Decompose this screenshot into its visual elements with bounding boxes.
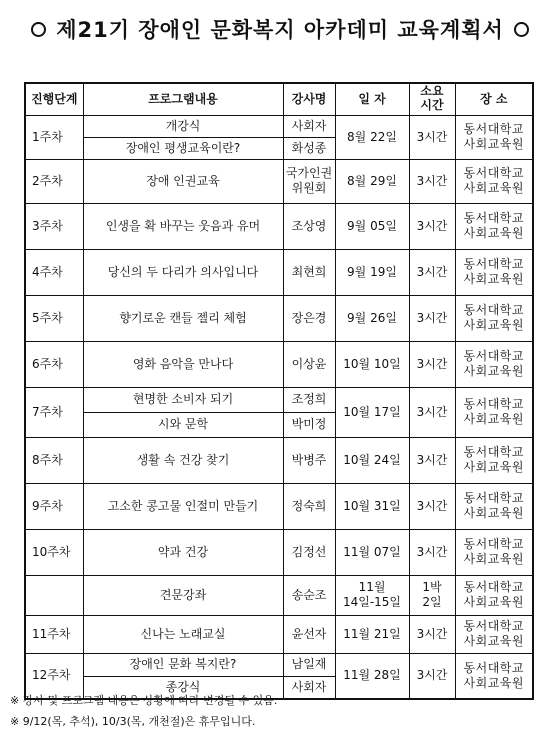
date-cell: 11월 07일 (335, 529, 409, 575)
place-line-2: 사회교육원 (463, 137, 524, 151)
lecturer-cell: 화성종 (283, 137, 335, 159)
place-line-2: 사회교육원 (463, 506, 524, 520)
place-cell (455, 387, 533, 437)
place-line-1: 동서대학교 (463, 303, 524, 317)
program-cell: 장애 인권교육 (83, 159, 283, 203)
table-header-row (25, 83, 533, 115)
program-cell: 고소한 콩고물 인절미 만들기 (83, 483, 283, 529)
place-cell (455, 653, 533, 699)
date-cell: 8월 22일 (335, 115, 409, 159)
program-cell: 현명한 소비자 되기 (83, 387, 283, 412)
lecturer-cell: 조상영 (283, 203, 335, 249)
table-row (25, 115, 533, 137)
table-row (25, 341, 533, 387)
duration-cell: 3시간 (409, 437, 455, 483)
table-row (25, 295, 533, 341)
lecturer-cell: 이상윤 (283, 341, 335, 387)
stage-cell: 2주차 (25, 159, 83, 203)
circle-bullet-icon (31, 22, 46, 37)
place-cell (455, 295, 533, 341)
place-line-1: 동서대학교 (463, 580, 524, 594)
date-cell: 11월 21일 (335, 615, 409, 653)
place-line-1: 동서대학교 (463, 491, 524, 505)
duration-cell: 1박 2일 (409, 575, 455, 615)
lecturer-cell: 박병주 (283, 437, 335, 483)
duration-cell: 3시간 (409, 203, 455, 249)
stage-cell: 9주차 (25, 483, 83, 529)
place-cell (455, 341, 533, 387)
header-stage: 진행단계 (25, 83, 83, 115)
place-line-2: 사회교육원 (463, 318, 524, 332)
table-row (25, 529, 533, 575)
program-cell: 장애인 평생교육이란? (83, 137, 283, 159)
place-cell (455, 249, 533, 295)
program-cell: 향기로운 캔들 젤리 체험 (83, 295, 283, 341)
date-cell: 10월 17일 (335, 387, 409, 437)
lecturer-cell: 사회자 (283, 676, 335, 699)
place-line-1: 동서대학교 (463, 166, 524, 180)
duration-cell: 3시간 (409, 387, 455, 437)
lecturer-cell: 국가인권 위원회 (283, 159, 335, 203)
document-title (0, 14, 560, 44)
header-date: 일 자 (335, 83, 409, 115)
place-cell (455, 483, 533, 529)
place-cell (455, 529, 533, 575)
date-cell: 9월 26일 (335, 295, 409, 341)
date-cell: 10월 10일 (335, 341, 409, 387)
stage-cell: 10주차 (25, 529, 83, 575)
duration-cell: 3시간 (409, 653, 455, 699)
stage-cell: 5주차 (25, 295, 83, 341)
duration-cell: 3시간 (409, 615, 455, 653)
place-line-1: 동서대학교 (463, 445, 524, 459)
program-cell: 생활 속 건강 찾기 (83, 437, 283, 483)
place-line-2: 사회교육원 (463, 272, 524, 286)
place-cell (455, 575, 533, 615)
date-cell: 11월 28일 (335, 653, 409, 699)
stage-cell: 3주차 (25, 203, 83, 249)
duration-cell: 3시간 (409, 529, 455, 575)
program-cell: 당신의 두 다리가 의사입니다 (83, 249, 283, 295)
table-row (25, 575, 533, 615)
duration-cell: 3시간 (409, 115, 455, 159)
notes (10, 690, 277, 732)
table-row (25, 483, 533, 529)
program-cell: 영화 음악을 만나다 (83, 341, 283, 387)
stage-cell (25, 575, 83, 615)
lecturer-cell: 정숙희 (283, 483, 335, 529)
education-plan-table (24, 82, 534, 700)
date-cell: 11월 14일-15일 (335, 575, 409, 615)
lecturer-cell: 최현희 (283, 249, 335, 295)
place-line-1: 동서대학교 (463, 660, 524, 675)
place-line-2: 사회교육원 (463, 675, 524, 690)
program-cell: 약과 건강 (83, 529, 283, 575)
stage-cell: 7주차 (25, 387, 83, 437)
stage-cell: 4주차 (25, 249, 83, 295)
table-row (25, 159, 533, 203)
lecturer-cell: 윤선자 (283, 615, 335, 653)
date-cell: 9월 19일 (335, 249, 409, 295)
place-line-1: 동서대학교 (463, 397, 524, 411)
lecturer-cell: 장은경 (283, 295, 335, 341)
place-line-2: 사회교육원 (463, 460, 524, 474)
date-cell: 8월 29일 (335, 159, 409, 203)
place-line-2: 사회교육원 (463, 364, 524, 378)
lecturer-cell: 송순조 (283, 575, 335, 615)
program-cell: 견문강좌 (83, 575, 283, 615)
circle-bullet-icon (514, 22, 529, 37)
lecturer-cell: 남일재 (283, 653, 335, 676)
duration-cell: 3시간 (409, 483, 455, 529)
place-line-2: 사회교육원 (463, 226, 524, 240)
table-row (25, 203, 533, 249)
stage-cell: 12주차 (25, 653, 83, 699)
place-line-2: 사회교육원 (463, 181, 524, 195)
place-cell (455, 203, 533, 249)
lecturer-cell: 사회자 (283, 115, 335, 137)
table-row (25, 653, 533, 676)
place-line-2: 사회교육원 (463, 595, 524, 609)
place-line-1: 동서대학교 (463, 122, 524, 136)
place-cell (455, 115, 533, 159)
date-cell: 9월 05일 (335, 203, 409, 249)
title-text: 제21기 장애인 문화복지 아카데미 교육계획서 (56, 18, 504, 42)
place-cell (455, 437, 533, 483)
header-program: 프로그램내용 (83, 83, 283, 115)
lecturer-cell: 김정선 (283, 529, 335, 575)
place-line-1: 동서대학교 (463, 537, 524, 551)
place-line-1: 동서대학교 (463, 257, 524, 271)
place-line-2: 사회교육원 (463, 552, 524, 566)
header-lecturer: 강사명 (283, 83, 335, 115)
place-cell (455, 615, 533, 653)
program-cell: 신나는 노래교실 (83, 615, 283, 653)
duration-cell: 3시간 (409, 159, 455, 203)
note-line: ※ 강사 및 프로그램 내용은 상황에 따라 변경될 수 있음. (10, 694, 278, 707)
duration-cell: 3시간 (409, 295, 455, 341)
place-line-1: 동서대학교 (463, 211, 524, 225)
place-line-1: 동서대학교 (463, 619, 524, 633)
table-row (25, 387, 533, 412)
stage-cell: 11주차 (25, 615, 83, 653)
table-row (25, 437, 533, 483)
place-line-2: 사회교육원 (463, 412, 524, 426)
stage-cell: 8주차 (25, 437, 83, 483)
duration-cell: 3시간 (409, 341, 455, 387)
table-row (25, 249, 533, 295)
program-cell: 인생을 확 바꾸는 웃음과 유머 (83, 203, 283, 249)
program-cell: 종강식 (83, 676, 283, 699)
place-line-1: 동서대학교 (463, 349, 524, 363)
place-cell (455, 159, 533, 203)
table-row (25, 615, 533, 653)
date-cell: 10월 31일 (335, 483, 409, 529)
lecturer-cell: 박미정 (283, 412, 335, 437)
program-cell: 시와 문학 (83, 412, 283, 437)
place-line-2: 사회교육원 (463, 634, 524, 648)
header-place: 장 소 (455, 83, 533, 115)
header-duration: 소요 시간 (409, 83, 455, 115)
stage-cell: 1주차 (25, 115, 83, 159)
program-cell: 개강식 (83, 115, 283, 137)
duration-cell: 3시간 (409, 249, 455, 295)
date-cell: 10월 24일 (335, 437, 409, 483)
stage-cell: 6주차 (25, 341, 83, 387)
note-line: ※ 9/12(목, 추석), 10/3(목, 개천절)은 휴무입니다. (10, 715, 256, 728)
program-cell: 장애인 문화 복지란? (83, 653, 283, 676)
lecturer-cell: 조정희 (283, 387, 335, 412)
